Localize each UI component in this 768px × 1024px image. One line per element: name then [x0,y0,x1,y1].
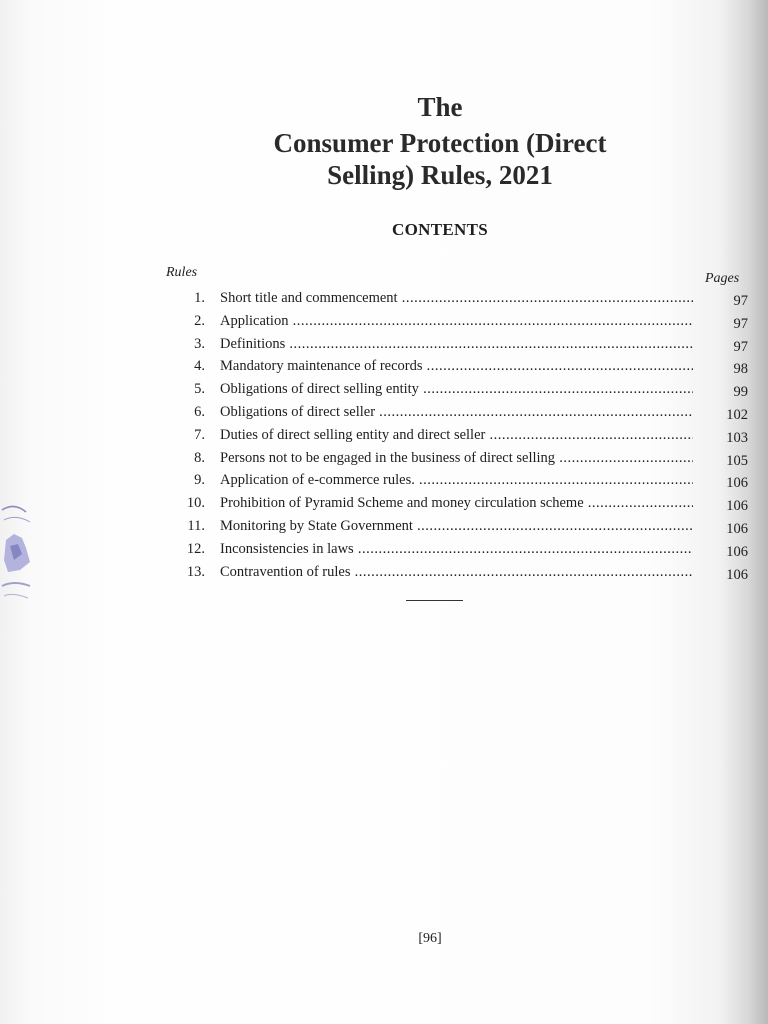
rule-number: 3. [194,335,205,352]
end-divider [406,600,463,601]
toc-row-13 [170,561,750,584]
page-number: 97 [733,338,748,355]
toc-row-5 [170,378,750,401]
toc-row-2 [170,310,750,333]
rule-number: 8. [194,449,205,466]
page-number: 106 [726,566,748,583]
pages-column-header: Pages [705,271,740,286]
toc-row-7 [170,424,750,447]
rule-number: 2. [194,312,205,329]
page-number: 105 [726,452,748,469]
toc-row-3 [170,333,750,356]
rule-number: 10. [186,495,205,512]
toc-row-6 [170,401,750,424]
rule-title: Mandatory maintenance of records ..... [220,355,693,378]
table-of-contents [170,287,750,583]
page-number: 106 [726,543,748,560]
rule-number: 5. [194,381,205,398]
toc-row-1 [170,287,750,310]
toc-row-12 [170,538,750,561]
rule-number: 4. [194,358,205,375]
toc-row-11 [170,515,750,538]
title-line-1: The [417,92,463,122]
page-number: 97 [733,315,748,332]
rule-number: 9. [194,472,205,489]
rule-number: 1. [194,290,205,306]
page-number: 99 [733,384,748,401]
rule-number: 11. [187,517,205,534]
rule-title: Application of e-commerce rules. ..... [220,469,693,492]
toc-row-9 [170,469,750,492]
rule-title: Monitoring by State Government ..... [220,515,693,538]
rules-column-header: Rules [166,265,198,280]
rule-title: Obligations of direct selling entity ..... [220,378,693,401]
page-number: 106 [726,498,748,515]
rule-title: Application ..... [220,310,693,333]
rule-title: Inconsistencies in laws ..... [220,538,693,561]
page-number: 97 [733,293,748,309]
rule-title: Obligations of direct seller ..... [220,401,693,424]
title-line-2: Consumer Protection (Direct [273,128,607,158]
rule-title: Persons not to be engaged in the business of direct selling ..... [220,447,693,470]
rule-number: 12. [186,540,205,557]
title-line-3: Selling) Rules, 2021 [327,160,553,190]
rule-title: Duties of direct selling entity and direct seller ..... [220,424,693,447]
toc-row-4 [170,355,750,378]
rule-number: 7. [194,426,205,443]
page-number: 103 [726,429,748,446]
rule-number: 13. [186,563,205,580]
rule-title: Definitions ..... [220,333,693,356]
stamp-fragment-icon [0,500,34,610]
toc-row-8 [170,447,750,470]
page-number: 106 [726,520,748,537]
contents-heading: CONTENTS [392,220,488,239]
toc-row-10 [170,492,750,515]
page-number: 106 [726,475,748,492]
rule-number: 6. [194,403,205,420]
page-folio: [96] [418,931,442,946]
page-number: 98 [733,361,748,378]
rule-title: Contravention of rules ..... [220,561,693,584]
rule-title: Prohibition of Pyramid Scheme and money circulation scheme ..... [220,492,693,515]
page-number: 102 [726,406,748,423]
rule-title: Short title and commencement ..... [220,287,693,310]
